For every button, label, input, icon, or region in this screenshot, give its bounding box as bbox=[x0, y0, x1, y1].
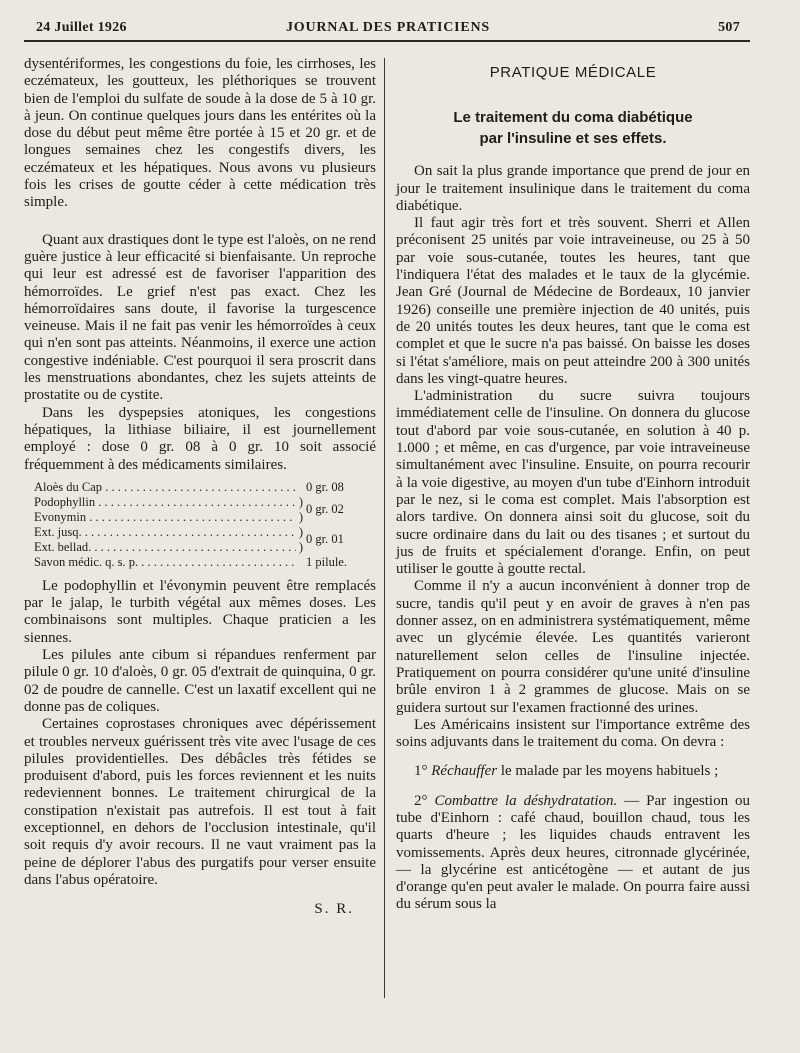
author-signature: S. R. bbox=[314, 901, 354, 918]
left-column bbox=[24, 56, 376, 918]
recipe-group: Podophyllin . . . ) Evonymin . . . ) 0 gr. 02 bbox=[34, 495, 376, 525]
right-paragraph-5: Les Américains insistent sur l'importance extrême des soins adjuvants dans le traitement du coma. On devra : bbox=[396, 716, 750, 751]
recipe-dose: 0 gr. 01 bbox=[306, 531, 344, 546]
left-paragraph-2: Quant aux drastiques dont le type est l'aloès, on ne rend guère justice à leur efficacité si bienfaisante. Un reproche qui leur est adressé est de favoriser l'apparition des hémorroïdes. Le grief n'est pas exact. Chez les hémorroïdaires sans doute, il favorise la turgescence veineuse. Mais il ne fait pas venir les hémorroïdes à ceux qui n'en sont pas atteints. Néanmoins, il exerce une action congestive indéniable. C'est pourquoi il sera proscrit dans les menstruations abondantes, chez les sujets atteints de prostatite ou de cystite. bbox=[24, 231, 376, 404]
recipe-row bbox=[34, 480, 376, 495]
left-paragraph-3: Dans les dyspepsies atoniques, les congestions hépatiques, la lithiase biliaire, il est journellement employé : dose 0 gr. 08 à 0 gr. 10 soit associé fréquemment à des médicaments similaires. bbox=[24, 404, 376, 473]
list-text: — Par ingestion ou tube d'Einhorn : café chaud, bouillon chaud, tous les quarts d'heure ; les liquides chauds entravent les vomissements. Après deux heures, citronnade glycérinée, — la glycérine est anticétogène — et autant de jus d'orange qu'en peut avaler le malade. On pourra faire aussi du sérum sous la bbox=[396, 792, 751, 913]
recipe-ingredient: Ext. bellad. . . . bbox=[34, 540, 296, 555]
right-paragraph-1: On sait la plus grande importance que prend de jour en jour le traitement insulinique dans le traitement du coma diabétique. bbox=[396, 163, 750, 214]
recipe-group: Ext. jusq. . . . ) Ext. bellad. . . . ) 0 gr. 01 bbox=[34, 525, 376, 555]
list-item bbox=[396, 763, 750, 780]
recipe-dose: 0 gr. 02 bbox=[306, 501, 344, 516]
article-title-line-1: Le traitement du coma diabétique bbox=[453, 109, 693, 127]
page-number: 507 bbox=[718, 20, 740, 35]
left-paragraph-1: dysentériformes, les congestions du foie, les cirrhoses, les eczémateux, les goutteux, les pléthoriques se trouvent bien de l'emploi du sulfate de soude à la dose de 5 à 10 gr. à jeun. On continue quelques jours dans les entérites où la dose du début peut même être portée à 15 et 20 gr. et de longues semaines chez les congestifs divers, les eczémateux et les hépatiques. Nous avons vu plusieurs fois les crises de goutte céder à cette médication très simple. bbox=[24, 56, 376, 211]
recipe-ingredient: Aloès du Cap . . . bbox=[34, 480, 296, 495]
recipe-ingredient: Ext. jusq. . . . bbox=[34, 525, 296, 540]
right-paragraph-4: Comme il n'y a aucun inconvénient à donner trop de sucre, tandis qu'il peut y en avoir de graves à n'en pas donner assez, on en administrera systématiquement, même avec un glycémie élevée. Les quantités varieront naturellement selon celles de l'insuline injectée. Pratiquement on pourra considérer qu'une unité d'insuline brûle environ 1 à 2 grammes de glucose. Mais on se guidera surtout sur l'examen fractionné des urines. bbox=[396, 578, 750, 716]
list-number: 1° bbox=[414, 763, 428, 780]
list-emphasis: Combattre la déshydratation. bbox=[434, 792, 618, 809]
recipe-dose: 1 pilule. bbox=[306, 554, 347, 569]
recipe-ingredient: Savon médic. q. s. p. . . . bbox=[34, 555, 296, 570]
section-heading: PRATIQUE MÉDICALE bbox=[489, 64, 657, 81]
left-paragraph-6: Certaines coprostases chroniques avec dépérissement et troubles nerveux guérissent très vite avec l'usage de ces pilules providentielles. Des débâcles très fétides se produisent d'abord, puis les forces reviennent et les nuits redeviennent bonnes. Le traitement chirurgical de la constipation n'existait pas autrefois. Il est tout à fait exceptionnel, en dehors de l'occlusion intestinale, qu'il soit requis d'y avoir recours. Il ne vaut vraiment pas la peine de déplorer l'abus des purgatifs pour verser ensuite dans l'abus opératoire. bbox=[24, 716, 376, 888]
list-item bbox=[396, 793, 750, 914]
left-paragraph-4: Le podophyllin et l'évonymin peuvent être remplacés par le jalap, le turbith végétal aux mêmes doses. Les combinaisons sont multiples. Chaque praticien a les siennes. bbox=[24, 577, 376, 646]
column-divider bbox=[384, 58, 385, 998]
recipe-ingredient: Podophyllin . . . bbox=[34, 495, 296, 510]
prescription-formula bbox=[34, 480, 376, 570]
recipe-row bbox=[34, 555, 376, 570]
right-column bbox=[396, 60, 750, 914]
recipe-dose: 0 gr. 08 bbox=[306, 479, 344, 494]
left-paragraph-5: Les pilules ante cibum si répandues renferment par pilule 0 gr. 10 d'aloès, 0 gr. 05 d'extrait de quinquina, 0 gr. 02 de poudre de cannelle. C'est un laxatif excellent qui ne donne pas de coliques. bbox=[24, 647, 376, 715]
right-paragraph-2: Il faut agir très fort et très souvent. Sherri et Allen préconisent 25 unités par voie intraveineuse, ou 25 à 50 par voie sous-cutanée, toutes les heures, tant que l'indiquera l'état des malades et le taux de la glycémie. Jean Gré (Journal de Médecine de Bordeaux, 10 janvier 1926) conseille une première injection de 40 unités, puis de 20 unités toutes les deux heures, tant que le coma est complet et que le sucre n'a pas baissé. On baisse les doses si l'état s'améliore, mais on peut atteindre 200 à 300 unités dans les vingt-quatre heures. bbox=[396, 215, 750, 387]
right-paragraph-3: L'administration du sucre suivra toujours immédiatement celle de l'insuline. On donnera du glucose tout d'abord par voie sous-cutanée, en solution à 40 p. 1.000 ; et même, en cas d'urgence, par voie intraveineuse simultanément avec l'insuline. Ensuite, on pourra recourir à la voie digestive, au moyen d'un tube d'Einhorn introduit par le nez, si le coma est complet. Mais l'absorption est alors tardive. On donnera ainsi soit du glucose, soit du sucre ordinaire dans du lait ou des tisanes ; et surtout du jus de fruits et spécialement d'orange. Enfin, on peut utiliser le goutte à goutte rectal. bbox=[396, 388, 750, 578]
issue-date: 24 Juillet 1926 bbox=[36, 20, 127, 35]
article-title bbox=[396, 107, 750, 149]
recipe-ingredient: Evonymin . . . bbox=[34, 510, 296, 525]
page-header bbox=[36, 20, 740, 40]
list-emphasis: Réchauffer bbox=[431, 763, 498, 780]
header-rule bbox=[24, 40, 750, 42]
article-title-line-2: par l'insuline et ses effets. bbox=[479, 130, 667, 148]
list-text: le malade par les moyens habituels ; bbox=[497, 763, 719, 780]
journal-title: JOURNAL DES PRATICIENS bbox=[285, 20, 491, 35]
list-number: 2° bbox=[414, 792, 428, 809]
